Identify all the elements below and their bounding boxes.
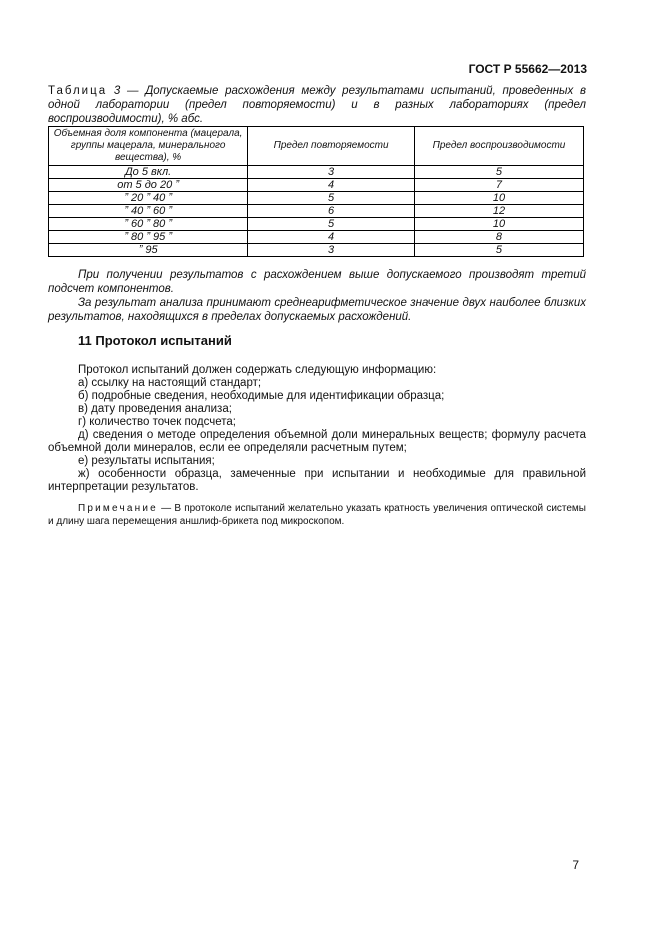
cell-reproducibility: 7 <box>414 179 583 192</box>
cell-range: ˮ 80 ˮ 95 ˮ <box>49 231 248 244</box>
standard-code: ГОСТ Р 55662—2013 <box>468 62 587 76</box>
table-row <box>49 166 584 179</box>
table-row <box>49 244 584 257</box>
list-item: ж) особенности образца, замеченные при испытании и необходимые для правильной интерпретации результатов. <box>48 468 586 493</box>
header-reproducibility: Предел воспроизводимости <box>414 127 583 166</box>
cell-reproducibility: 5 <box>414 166 583 179</box>
third-count-paragraph: При получении результатов с расхождением выше допускаемого производят третий подсчет компонентов. <box>48 269 586 295</box>
cell-reproducibility: 12 <box>414 205 583 218</box>
cell-range: от 5 до 20 ˮ <box>49 179 248 192</box>
cell-repeatability: 6 <box>248 205 415 218</box>
table-row <box>49 205 584 218</box>
list-item: е) результаты испытания; <box>78 455 215 467</box>
cell-range: ˮ 20 ˮ 40 ˮ <box>49 192 248 205</box>
list-item: в) дату проведения анализа; <box>78 403 232 415</box>
cell-reproducibility: 8 <box>414 231 583 244</box>
section-title: 11 Протокол испытаний <box>78 333 232 348</box>
table-caption-text: 3 — Допускаемые расхождения между результатами испытаний, проведенных в одной лаборатории (предел повторяемости) и в разных лабораториях (предел воспроизводимости), % абс. <box>48 85 586 125</box>
header-repeatability: Предел повторяемости <box>248 127 415 166</box>
cell-range: ˮ 60 ˮ 80 ˮ <box>49 218 248 231</box>
tolerance-table <box>48 126 584 257</box>
cell-repeatability: 5 <box>248 218 415 231</box>
cell-repeatability: 5 <box>248 192 415 205</box>
table-row <box>49 192 584 205</box>
cell-repeatability: 3 <box>248 244 415 257</box>
intro-line: Протокол испытаний должен содержать следующую информацию: <box>78 364 437 376</box>
cell-repeatability: 4 <box>248 231 415 244</box>
cell-range: До 5 вкл. <box>49 166 248 179</box>
table-caption-word: Таблица <box>48 85 108 97</box>
cell-reproducibility: 10 <box>414 192 583 205</box>
cell-range: ˮ 40 ˮ 60 ˮ <box>49 205 248 218</box>
page-number: 7 <box>572 858 579 872</box>
cell-repeatability: 3 <box>248 166 415 179</box>
note-label: Примечание <box>78 503 158 514</box>
cell-repeatability: 4 <box>248 179 415 192</box>
header-volume-fraction: Объемная доля компонента (мацерала, группы мацерала, минерального вещества), % <box>49 127 248 166</box>
cell-reproducibility: 10 <box>414 218 583 231</box>
list-item: б) подробные сведения, необходимые для идентификации образца; <box>78 390 445 402</box>
cell-range: ˮ 95 <box>49 244 248 257</box>
note <box>48 502 586 528</box>
table-header-row <box>49 127 584 166</box>
list-item: г) количество точек подсчета; <box>78 416 236 428</box>
list-item: д) сведения о методе определения объемной доли минеральных веществ; формулу расчета объемной доли минералов, если ее определяли расчетным путем; <box>48 429 586 454</box>
list-item: а) ссылку на настоящий стандарт; <box>78 377 262 389</box>
table-row <box>49 179 584 192</box>
cell-reproducibility: 5 <box>414 244 583 257</box>
result-paragraph: За результат анализа принимают среднеарифметическое значение двух наиболее близких результатов, находящихся в пределах допускаемых расхождений. <box>48 297 586 323</box>
note-text: — В протоколе испытаний желательно указать кратность увеличения оптической системы и длину шага перемещения аншлиф-брикета под микроскопом. <box>48 503 586 527</box>
table-row <box>49 218 584 231</box>
table-caption <box>48 84 586 126</box>
table-row <box>49 231 584 244</box>
protocol-intro <box>48 364 586 494</box>
